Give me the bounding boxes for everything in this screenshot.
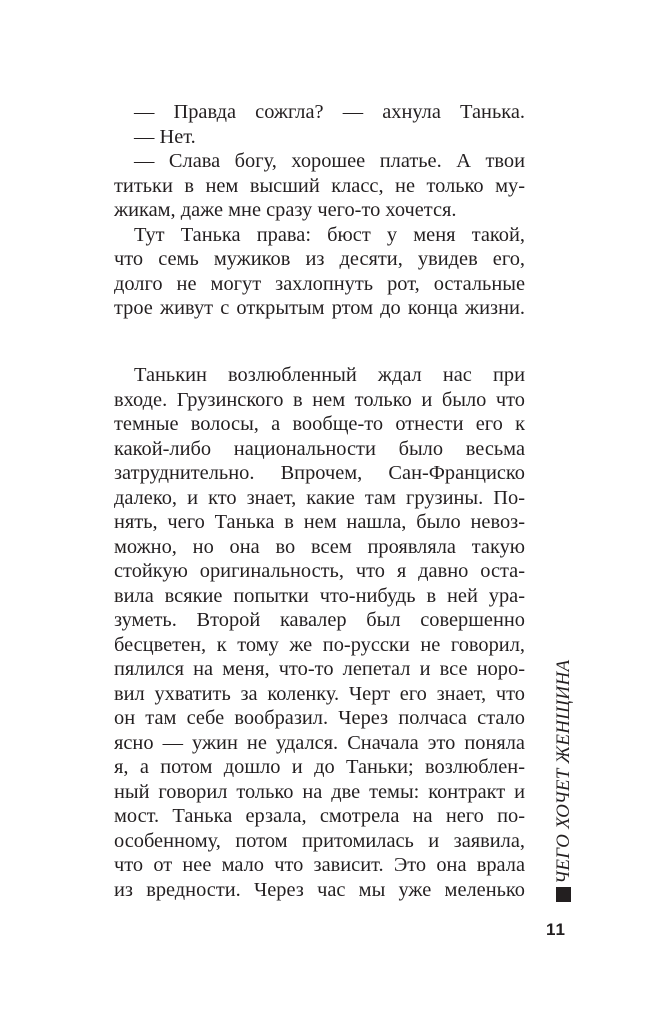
text-line: зуметь. Второй кавалер был совершенно [114, 609, 525, 631]
text-line: особенному, потом притомилась и заявила, [114, 829, 525, 852]
text-line: входе. Грузинского в нем только и было что [114, 388, 525, 411]
running-title [547, 652, 579, 907]
text-block-narrative [114, 363, 525, 902]
text-line: затруднительно. Впрочем, Сан-Франциско [114, 462, 525, 484]
running-title-text: ЧЕГО ХОЧЕТ ЖЕНЩИНА [553, 659, 574, 884]
text-line: — Слава богу, хорошее платье. А твои [134, 150, 525, 172]
text-line: жикам, даже мне сразу чего-то хочется. [114, 199, 457, 221]
text-line: ный говорил только на две темы: контракт и [114, 780, 525, 803]
text-line: трое живут с открытым ртом до конца жизни. [114, 297, 525, 319]
text-line: бесцветен, к тому же по-русски не говорил, [114, 633, 525, 656]
text-line: Танькин возлюбленный ждал нас при [134, 364, 525, 386]
text-line: ясно — ужин не удался. Сначала это поняла [114, 731, 525, 754]
text-line: — Правда сожгла? — ахнула Танька. [134, 101, 525, 123]
text-line: титьки в нем высший класс, не только му- [114, 174, 525, 197]
text-line: я, а потом дошло и до Таньки; возлюблен- [114, 756, 525, 778]
text-line: нять, чего Танька в нем нашла, было невоз- [114, 511, 525, 533]
running-title-marker [556, 887, 571, 902]
text-line: Тут Танька права: бюст у меня такой, [134, 223, 525, 246]
text-line: он там себе вообразил. Через полчаса стало [114, 707, 525, 729]
text-line: долго не могут захлопнуть рот, остальные [114, 272, 525, 295]
text-line: что от нее мало что зависит. Это она врала [114, 854, 525, 876]
text-line: можно, но она во всем проявляла такую [114, 535, 525, 558]
text-line: мост. Танька ерзала, смотрела на него по- [114, 805, 525, 827]
page-number: 11 [546, 920, 566, 939]
text-line: темные волосы, а вообще-то отнести его к [114, 413, 525, 435]
text-line: из вредности. Через час мы уже меленько [114, 878, 525, 901]
text-line: вила всякие попытки что-нибудь в ней ура- [114, 584, 525, 607]
text-line: пялился на меня, что-то лепетал и все норо- [114, 658, 525, 680]
text-line: стойкую оригинальность, что я давно оста- [114, 560, 525, 582]
text-line: вил ухватить за коленку. Черт его знает, что [114, 682, 525, 705]
text-line: — Нет. [134, 125, 196, 148]
text-line: какой-либо национальности было весьма [114, 437, 525, 460]
text-line: далеко, и кто знает, какие там грузины. По- [114, 486, 525, 509]
text-line: что семь мужиков из десяти, увидев его, [114, 248, 525, 270]
text-block-dialogue [114, 100, 525, 321]
